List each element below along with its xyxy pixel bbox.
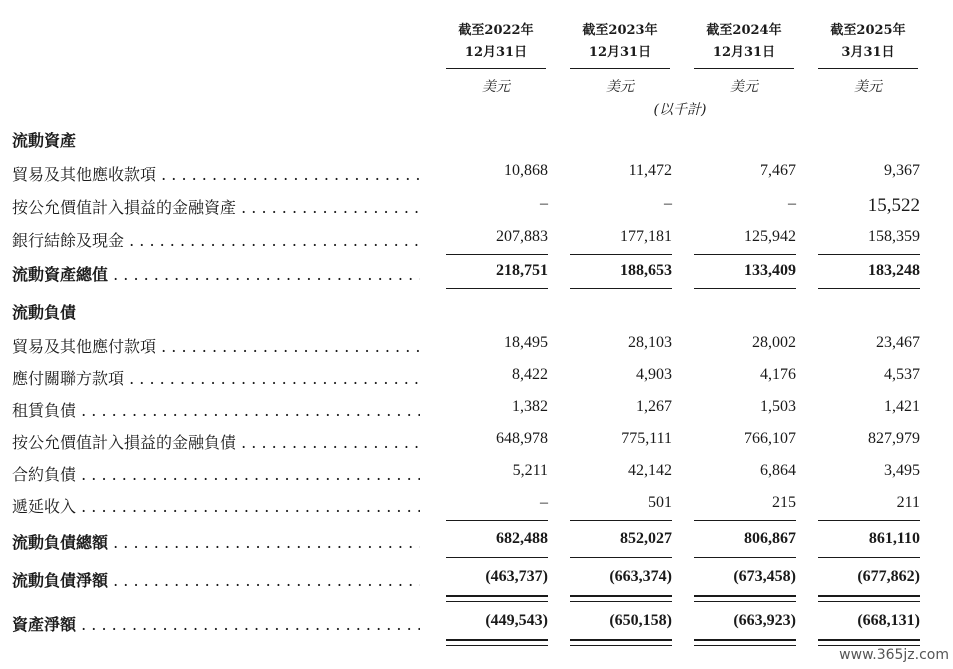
cell-2025: 4,537 [884, 366, 920, 383]
subtotal-rule [694, 520, 796, 521]
cell-2024: – [788, 195, 796, 212]
row-label: 按公允價值計入損益的金融負債 . . . [12, 430, 420, 453]
cell-2024: (663,923) [733, 612, 796, 629]
row-label: 遞延收入 . . . [12, 494, 420, 517]
table-row [0, 228, 953, 252]
header-rule [446, 68, 546, 69]
cell-2024: 806,867 [744, 530, 796, 547]
row-label: 流動負債總額 . . . [12, 530, 420, 553]
row-label: 應付關聯方款項 . . . [12, 366, 420, 389]
double-rule [570, 639, 672, 646]
cell-2025: (668,131) [857, 612, 920, 629]
double-rule [446, 595, 548, 602]
total-rule [446, 557, 548, 558]
subtotal-rule [570, 520, 672, 521]
header-rule [694, 68, 794, 69]
table-row-total [0, 612, 953, 636]
cell-2022: 1,382 [512, 398, 548, 415]
table-row [0, 430, 953, 454]
cell-2023: (663,374) [609, 568, 672, 585]
cell-2022: – [540, 195, 548, 212]
cell-2023: – [664, 195, 672, 212]
cell-2025: 827,979 [868, 430, 920, 447]
cell-2023: (650,158) [609, 612, 672, 629]
cell-2022: 682,488 [496, 530, 548, 547]
cell-2023: 4,903 [636, 366, 672, 383]
total-rule [694, 288, 796, 289]
column-header-line2: 3月31日 [841, 45, 895, 60]
row-label: 租賃負債 . . . [12, 398, 420, 421]
cell-2024: 1,503 [760, 398, 796, 415]
cell-2022: 648,978 [496, 430, 548, 447]
column-header-line1: 截至2025年 [830, 23, 906, 38]
cell-2023: 775,111 [621, 430, 672, 447]
cell-2022: (463,737) [485, 568, 548, 585]
double-rule [694, 639, 796, 646]
row-label: 資產淨額 . . . [12, 612, 420, 635]
cell-2025: 861,110 [868, 530, 920, 547]
column-header-line2: 12月31日 [464, 45, 528, 60]
cell-2022: 5,211 [512, 462, 548, 479]
header-rule [818, 68, 918, 69]
cell-2023: 188,653 [620, 262, 672, 279]
double-rule [694, 595, 796, 602]
row-label: 流動資產總值 . . . [12, 262, 420, 285]
table-row [0, 366, 953, 390]
cell-2023: 852,027 [620, 530, 672, 547]
total-rule [694, 557, 796, 558]
cell-2022: (449,543) [485, 612, 548, 629]
column-header-line2: 12月31日 [588, 45, 652, 60]
cell-2025: 9,367 [884, 162, 920, 179]
cell-2022: – [540, 494, 548, 511]
table-row-total [0, 568, 953, 592]
cell-2022: 218,751 [496, 262, 548, 279]
cell-2023: 42,142 [628, 462, 672, 479]
column-unit: 美元 [730, 79, 758, 95]
section-title-current-liabilities: 流動負債 [12, 303, 77, 322]
cell-2023: 501 [648, 494, 672, 511]
row-label: 貿易及其他應收款項 . . . [12, 162, 420, 185]
subtotal-rule [446, 520, 548, 521]
section-title-current-assets: 流動資產 [12, 131, 77, 150]
cell-2024: 215 [772, 494, 796, 511]
cell-2022: 207,883 [496, 228, 548, 245]
cell-2023: 177,181 [620, 228, 672, 245]
cell-2024: 133,409 [744, 262, 796, 279]
column-header-line1: 截至2024年 [706, 23, 782, 38]
column-unit: 美元 [606, 79, 634, 95]
subtotal-rule [694, 254, 796, 255]
header-rule [570, 68, 670, 69]
row-label: 合約負債 . . . [12, 462, 420, 485]
row-label: 銀行結餘及現金 . . . [12, 228, 420, 251]
cell-2025: 211 [896, 494, 920, 511]
cell-2024: 28,002 [752, 334, 796, 351]
table-row [0, 334, 953, 358]
table-row [0, 494, 953, 518]
cell-2025: 23,467 [876, 334, 920, 351]
subtotal-rule [818, 254, 920, 255]
subtotal-rule [446, 254, 548, 255]
total-rule [818, 557, 920, 558]
row-label: 按公允價值計入損益的金融資產 . . . [12, 195, 420, 218]
cell-2022: 18,495 [504, 334, 548, 351]
double-rule [570, 595, 672, 602]
cell-2024: (673,458) [733, 568, 796, 585]
table-row [0, 398, 953, 422]
column-header-line1: 截至2022年 [458, 23, 534, 38]
cell-2025: 3,495 [884, 462, 920, 479]
total-rule [570, 557, 672, 558]
cell-2023: 28,103 [628, 334, 672, 351]
column-header-line2: 12月31日 [712, 45, 776, 60]
double-rule [818, 595, 920, 602]
cell-2024: 766,107 [744, 430, 796, 447]
cell-2024: 125,942 [744, 228, 796, 245]
cell-2023: 11,472 [628, 162, 672, 179]
cell-2023: 1,267 [636, 398, 672, 415]
total-rule [446, 288, 548, 289]
column-header-line1: 截至2023年 [582, 23, 658, 38]
double-rule [446, 639, 548, 646]
cell-2025: (677,862) [857, 568, 920, 585]
table-row-total [0, 262, 953, 286]
table-row [0, 195, 953, 219]
cell-2024: 6,864 [760, 462, 796, 479]
cell-2022: 10,868 [504, 162, 548, 179]
cell-2025: 1,421 [884, 398, 920, 415]
cell-2025: 183,248 [868, 262, 920, 279]
cell-2022: 8,422 [512, 366, 548, 383]
table-row-total [0, 530, 953, 554]
column-unit: 美元 [854, 79, 882, 95]
subtotal-rule [570, 254, 672, 255]
cell-2024: 7,467 [760, 162, 796, 179]
cell-2024: 4,176 [760, 366, 796, 383]
row-label: 貿易及其他應付款項 . . . [12, 334, 420, 357]
cell-2025: 15,522 [867, 195, 920, 216]
row-label: 流動負債淨額 . . . [12, 568, 420, 591]
total-rule [570, 288, 672, 289]
column-unit: 美元 [482, 79, 510, 95]
table-row [0, 162, 953, 186]
unit-note: (以千計) [653, 102, 707, 118]
double-rule [818, 639, 920, 646]
cell-2025: 158,359 [868, 228, 920, 245]
total-rule [818, 288, 920, 289]
watermark: www.365jz.com [839, 647, 949, 663]
table-row [0, 462, 953, 486]
subtotal-rule [818, 520, 920, 521]
